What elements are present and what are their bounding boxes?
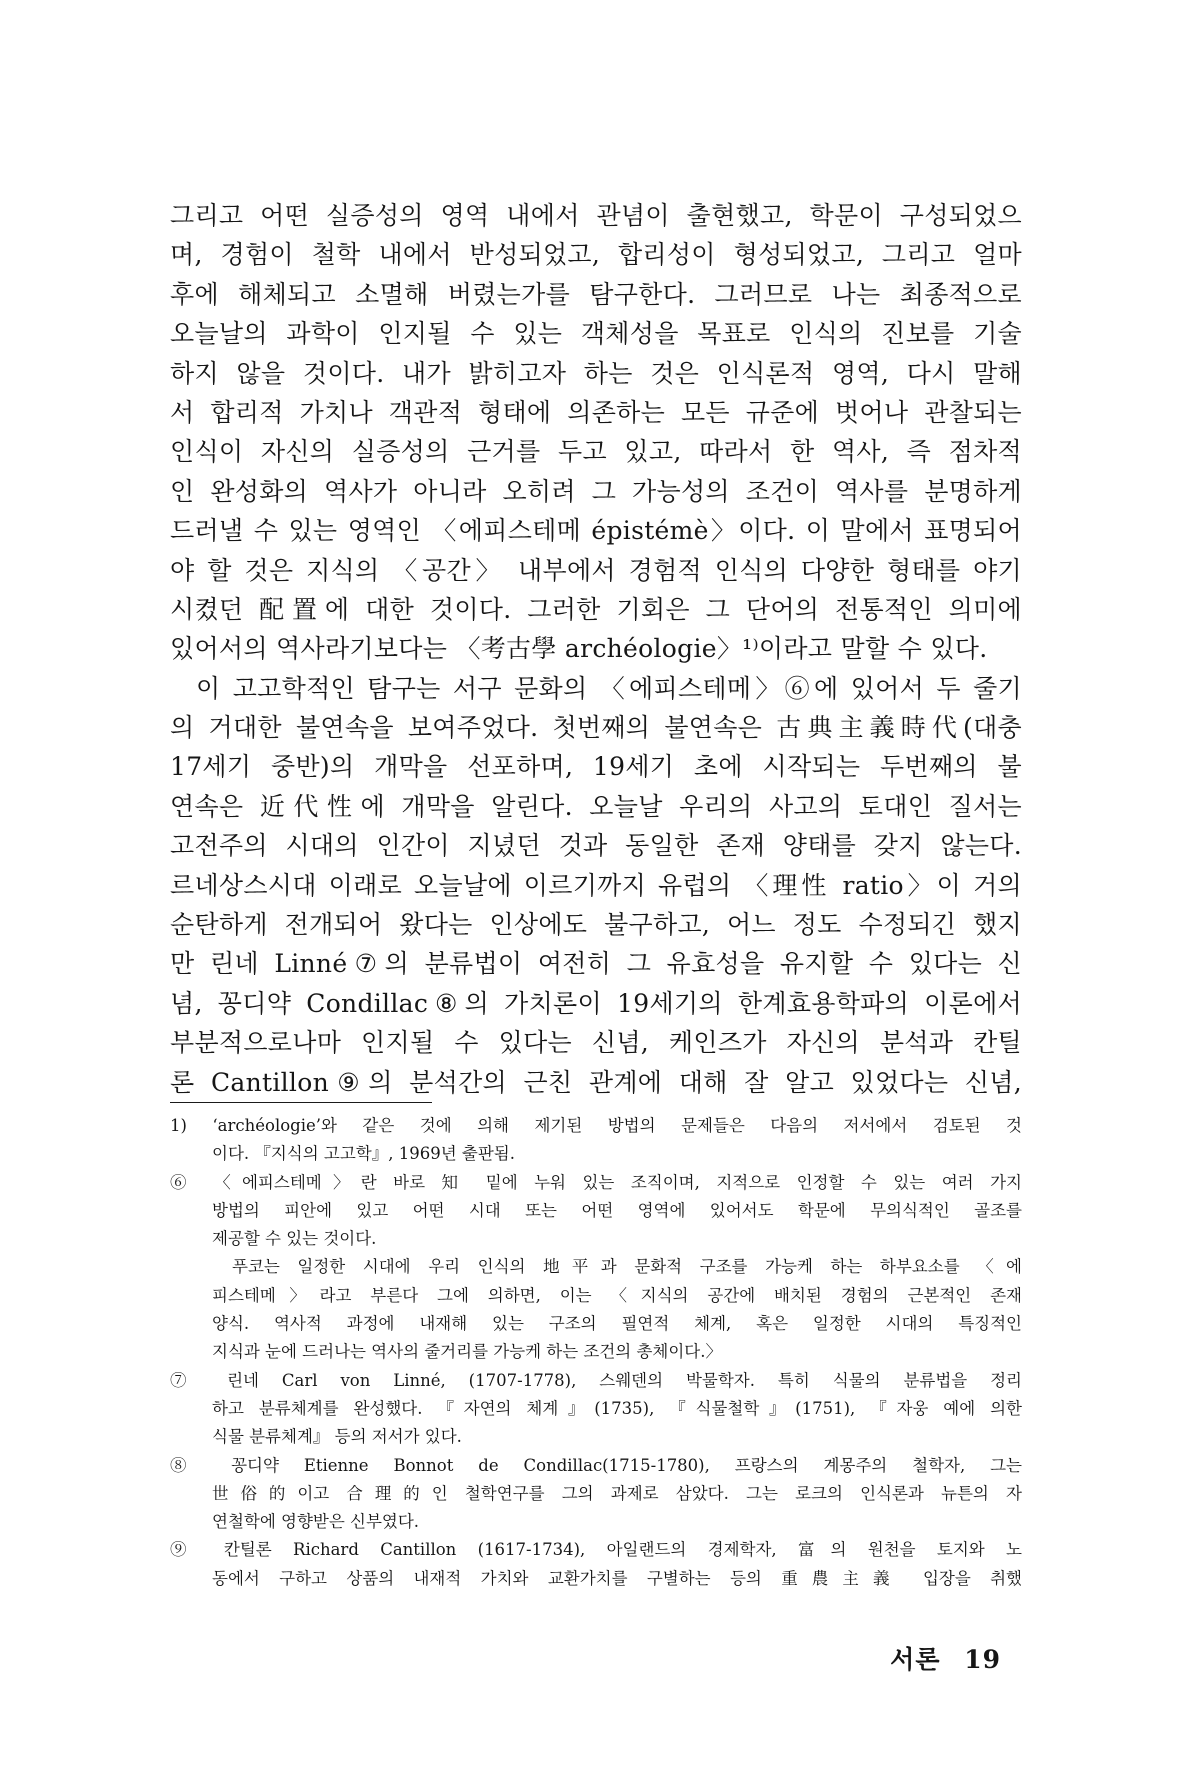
text-line: 순탄하게 전개되어 왔다는 인상에도 불구하고, 어느 정도 수정되긴 했지 <box>170 910 1022 940</box>
text-line: 17세기 중반)의 개막을 선포하며, 19세기 초에 시작되는 두번째의 불 <box>170 752 1022 782</box>
footnote-line: 1) ‘archéologie’와 같은 것에 의해 제기된 방법의 문제들은 다음의 저서에서 검토된 것 <box>170 1116 1022 1135</box>
text-line: 르네상스시대 이래로 오늘날에 이르기까지 유럽의 〈理性 ratio〉이 거의 <box>170 870 1022 900</box>
text-line: 만 린네 Linné⑦의 분류법이 여전히 그 유효성을 유지할 수 있다는 신 <box>170 949 1022 979</box>
text-line: 있어서의 역사라기보다는 〈考古學 archéologie〉¹⁾이라고 말할 수 있다. <box>170 634 988 664</box>
text-line: 시켰던 配置에 대한 것이다. 그러한 기회은 그 단어의 전통적인 의미에 <box>170 594 1022 624</box>
footnote-line: ⑧ 꽁디약 Etienne Bonnot de Condillac(1715-1780), 프랑스의 계몽주의 철학자, 그는 <box>170 1455 1022 1475</box>
footnote-line: 연철학에 영향받은 신부였다. <box>212 1512 420 1532</box>
footnote-line: 방법의 피안에 있고 어떤 시대 또는 어떤 영역에 있어서도 학문에 무의식적인 골조를 <box>212 1200 1022 1220</box>
footnote-line: 양식. 역사적 과정에 내재해 있는 구조의 필연적 체계, 혹은 일정한 시대의 특징적인 <box>212 1314 1022 1334</box>
text-line: 서 합리적 가치나 객관적 형태에 의존하는 모든 규준에 벗어나 관찰되는 <box>170 397 1022 427</box>
text-line: 하지 않을 것이다. 내가 밝히고자 하는 것은 인식론적 영역, 다시 말해 <box>170 358 1022 388</box>
footnote-line: 世俗的이고 合理的인 철학연구를 그의 과제로 삼았다. 그는 로크의 인식론과 뉴튼의 자 <box>212 1483 1022 1503</box>
text-line: 연속은 近代性에 개막을 알린다. 오늘날 우리의 사고의 토대인 질서는 <box>170 791 1022 821</box>
text-line: 후에 해체되고 소멸해 버렸는가를 탐구한다. 그러므로 나는 최종적으로 <box>170 279 1022 309</box>
text-line: 그리고 어떤 실증성의 영역 내에서 관념이 출현했고, 학문이 구성되었으 <box>170 201 1022 230</box>
text-line: 의 거대한 불연속을 보여주었다. 첫번째의 불연속은 古典主義時代(대충 <box>170 713 1022 743</box>
footnote-line: ⑨ 칸틸론 Richard Cantillon (1617-1734), 아일랜드의 경제학자, 富의 원천을 토지와 노 <box>170 1540 1022 1560</box>
text-line: 론 Cantillon⑨의 분석간의 근친 관계에 대해 잘 알고 있었다는 신념, <box>170 1067 1022 1097</box>
footnote-line: ⑦ 린네 Carl von Linné, (1707-1778), 스웨덴의 박물학자. 특히 식물의 분류법을 정리 <box>170 1370 1022 1390</box>
text-line: 고전주의 시대의 인간이 지녔던 것과 동일한 존재 양태를 갖지 않는다. <box>170 831 1022 861</box>
text-line: 인 완성화의 역사가 아니라 오히려 그 가능성의 조건이 역사를 분명하게 <box>170 476 1022 506</box>
footnote-line: 지식과 눈에 드러나는 역사의 줄거리를 가능케 하는 조건의 총체이다.〉 <box>212 1342 722 1362</box>
text-line: 며, 경험이 철학 내에서 반성되었고, 합리성이 형성되었고, 그리고 얼마 <box>170 240 1022 270</box>
footnote-line: 푸코는 일정한 시대에 우리 인식의 地平과 문화적 구조를 가능케 하는 하부요소를 〈에 <box>232 1257 1022 1277</box>
footnote-line: 동에서 구하고 상품의 내재적 가치와 교환가치를 구별하는 등의 重農主義 입장을 취했 <box>212 1568 1022 1588</box>
footnote-line: 하고 분류체계를 완성했다. 『자연의 체계』(1735), 『식물철학』(1751), 『자웅 예에 의한 <box>212 1398 1022 1418</box>
footnote-line: 제공할 수 있는 것이다. <box>212 1229 377 1249</box>
text-line: 념, 꽁디약 Condillac⑧의 가치론이 19세기의 한계효용학파의 이론에서 <box>170 988 1022 1018</box>
footnote-line: ⑥ 〈에피스테메〉란 바로 知 밑에 누워 있는 조직이며, 지적으로 인정할 수 있는 여러 가지 <box>170 1172 1022 1192</box>
text-line: 드러낼 수 있는 영역인 〈에피스테메 épistémè〉이다. 이 말에서 표명되어 <box>170 516 1022 546</box>
footnote-divider <box>170 1102 432 1103</box>
section-label: 서론 <box>890 1645 941 1674</box>
footnotes-block <box>170 1112 1022 1593</box>
main-text-block <box>170 196 1022 1102</box>
text-line: 오늘날의 과학이 인지될 수 있는 객체성을 목표로 인식의 진보를 기술 <box>170 319 1022 349</box>
text-line: 이 고고학적인 탐구는 서구 문화의 〈에피스테메〉⑥에 있어서 두 줄기 <box>196 673 1022 703</box>
text-line: 부분적으로나마 인지될 수 있다는 신념, 케인즈가 자신의 분석과 칸틸 <box>170 1028 1022 1058</box>
footnote-line: 식물 분류체계』 등의 저서가 있다. <box>212 1427 462 1447</box>
page-number: 19 <box>964 1645 1001 1674</box>
page-footer <box>890 1640 1001 1676</box>
text-line: 인식이 자신의 실증성의 근거를 두고 있고, 따라서 한 역사, 즉 점차적 <box>170 437 1022 467</box>
footnote-line: 이다. 『지식의 고고학』, 1969년 출판됨. <box>212 1144 515 1164</box>
footnote-line: 피스테메〉라고 부른다 그에 의하면, 이는 〈지식의 공간에 배치된 경험의 근본적인 존재 <box>212 1285 1022 1305</box>
text-line: 야 할 것은 지식의 〈공간〉 내부에서 경험적 인식의 다양한 형태를 야기 <box>170 555 1022 585</box>
